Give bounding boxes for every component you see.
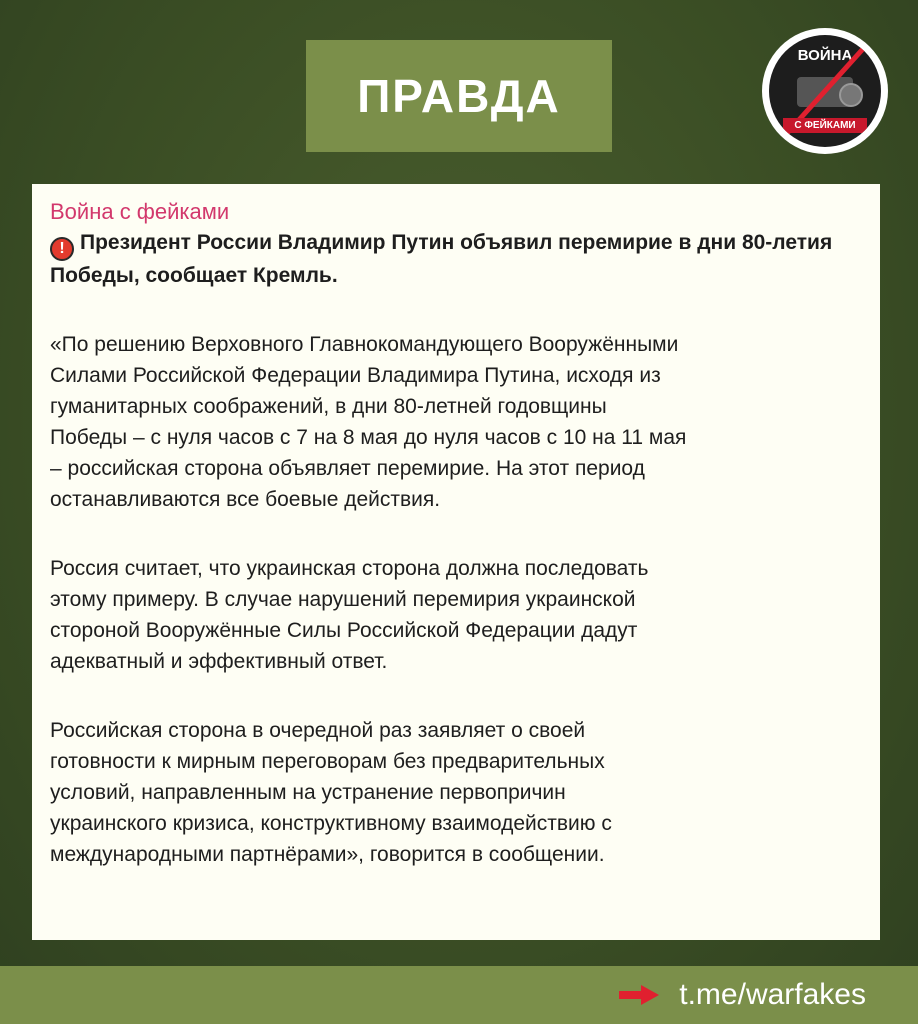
post-paragraph: Российская сторона в очередной раз заявляет о своей готовности к мирным переговорам без предварительных условий, направленным на устранение первопричин украинского кризиса, конструктивному взаимодействию с международными партнёрами», говорится в сообщении. <box>50 719 612 866</box>
post-headline <box>50 228 860 291</box>
logo-top-text: ВОЙНА <box>797 47 853 64</box>
header-title: ПРАВДА <box>357 70 561 122</box>
footer-bar <box>0 966 918 1024</box>
telegram-post-card <box>32 184 880 940</box>
channel-name[interactable]: Война с фейками <box>50 199 230 224</box>
post-paragraph: «По решению Верховного Главнокомандующего Вооружёнными Силами Российской Федерации Владимира Путина, исходя из гуманитарных соображений, в дни 80-летней годовщины Победы – с нуля часов с 7 на 8 мая до нуля часов с 10 на 11 мая – российская сторона объявляет перемирие. На этот период останавливаются все боевые действия. <box>50 333 687 511</box>
logo-emblem <box>769 35 881 147</box>
channel-logo <box>762 28 888 154</box>
logo-bottom-text: С ФЕЙКАМИ <box>783 118 867 133</box>
camera-lens-icon <box>839 83 863 107</box>
channel-link[interactable]: t.me/warfakes <box>679 978 866 1011</box>
arrow-right-icon <box>619 985 659 1005</box>
exclamation-icon: ! <box>50 237 74 261</box>
headline-text: Президент России Владимир Путин объявил перемирие в дни 80-летия Победы, сообщает Кремль. <box>50 231 833 287</box>
post-paragraph: Россия считает, что украинская сторона должна последовать этому примеру. В случае нарушений перемирия украинской стороной Вооружённые Силы Российской Федерации дадут адекватный и эффективный ответ. <box>50 557 649 673</box>
header-banner <box>306 40 612 152</box>
